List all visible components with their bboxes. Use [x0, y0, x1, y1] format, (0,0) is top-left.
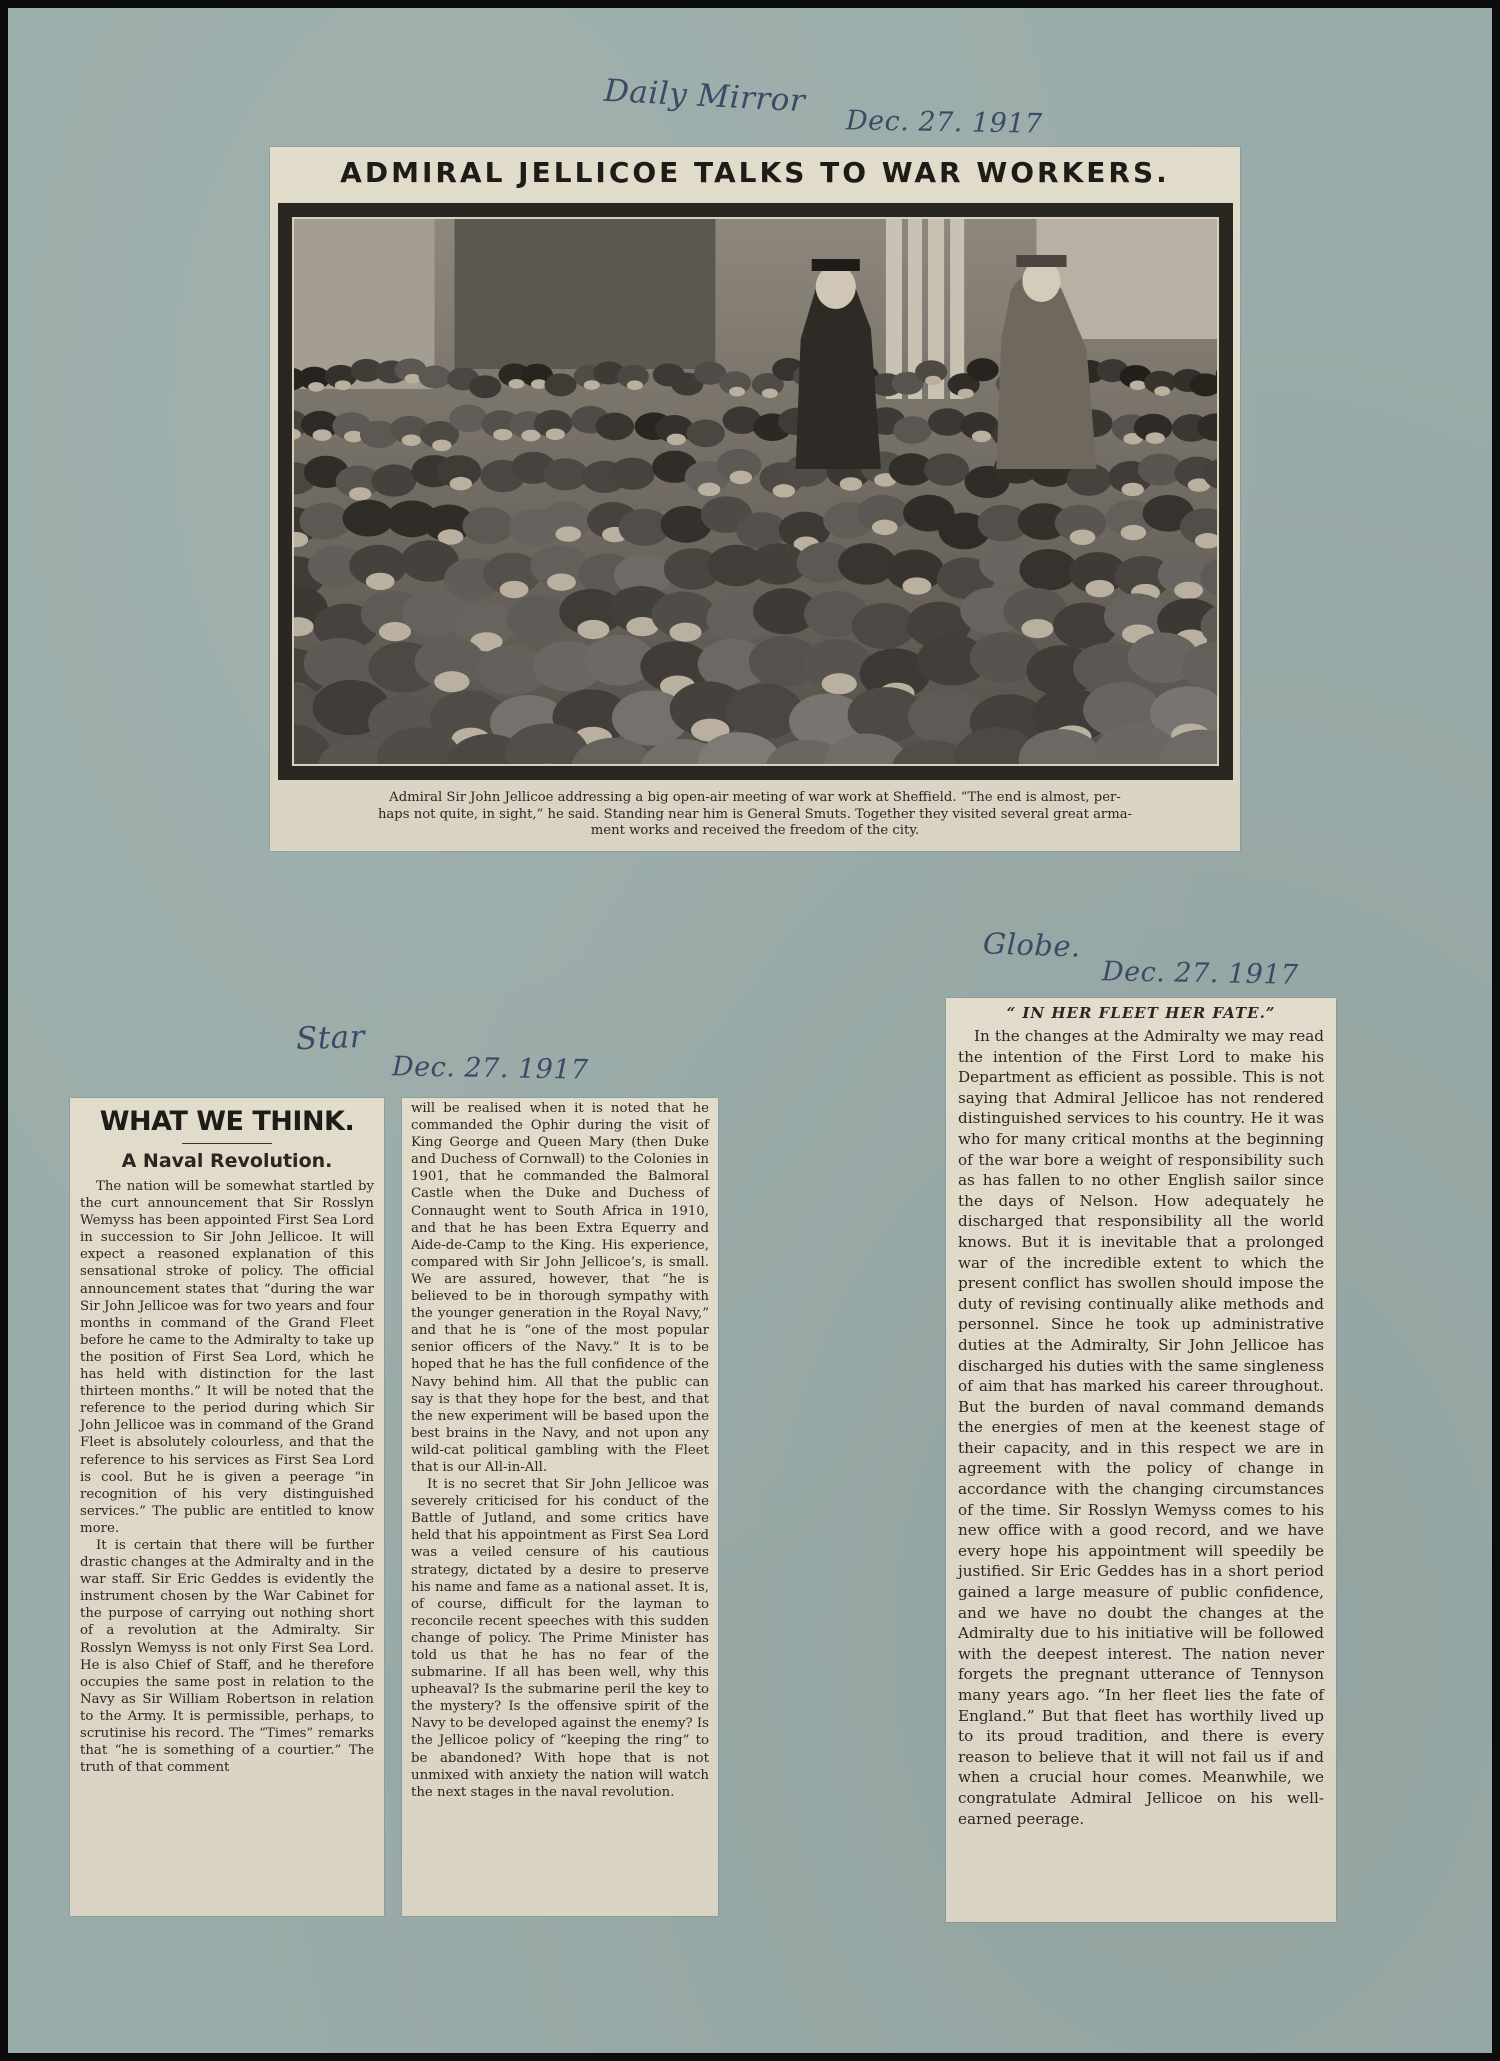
handwritten-star: Star — [295, 1018, 366, 1058]
star-clipping-col2 — [402, 1098, 718, 1916]
globe-title: “ IN HER FLEET HER FATE.” — [1006, 1004, 1276, 1022]
handwritten-globe-date: Dec. 27. 1917 — [1101, 956, 1299, 991]
handwritten-mirror-date: Dec. 27. 1917 — [845, 105, 1043, 140]
star-col2-paragraph-2: It is no secret that Sir John Jellicoe was severely criticised for his conduct of the Battle of Jutland, and some critics have held that his appointment as First Sea Lord was a veiled censure of his cautious strategy, dictated by a desire to preserve his name and fame as a national asset. It is, of course, difficult for the layman to reconcile recent speeches with this sudden change of policy. The Prime Minister has told us that he has no fear of the submarine. If all has been well, why this upheaval? Is the submarine peril the key to the mystery? Is the offensive spirit of the Navy to be developed against the enemy? Is the Jellicoe policy of “keeping the ring” to be abandoned? With hope that is not unmixed with anxiety the nation will watch the next stages in the naval revolution. — [411, 1477, 709, 1800]
caption-line-1: Admiral Sir John Jellicoe addressing a big open-air meeting of war work at Sheffield. “The end is almost, per- — [389, 790, 1121, 805]
crowd-photo — [292, 217, 1219, 766]
photo-frame — [278, 203, 1233, 780]
handwritten-star-date: Dec. 27. 1917 — [391, 1051, 589, 1086]
handwritten-globe: Globe. — [982, 926, 1082, 964]
handwritten-daily-mirror: Daily Mirror — [603, 72, 807, 120]
star-title: WHAT WE THINK. — [99, 1106, 355, 1137]
star-col1-paragraph-1: The nation will be somewhat startled by the curt announcement that Sir Rosslyn Wemyss has been appointed First Sea Lord in succession to Sir John Jellicoe. It will expect a reasoned explanation of this sensational stroke of policy. The official announcement states that “during the war Sir John Jellicoe was for two years and four months in command of the Grand Fleet before he came to the Admiralty to take up the position of First Sea Lord, which he has held with distinction for the last thirteen months.” It will be noted that the reference to the period during which Sir John Jellicoe was in command of the Grand Fleet is absolutely colourless, and that the reference to his services as First Sea Lord is cool. But he is given a peerage “in recognition of his very distinguished services.” The public are entitled to know more. — [80, 1179, 374, 1536]
album-page — [8, 8, 1492, 2053]
star-col1-paragraph-2: It is certain that there will be further drastic changes at the Admiralty and in the war staff. Sir Eric Geddes is evidently the instrument chosen by the War Cabinet for the purpose of carrying out nothing short of a revolution at the Admiralty. Sir Rosslyn Wemyss is not only First Sea Lord. He is also Chief of Staff, and he therefore occupies the same post in relation to the Navy as Sir William Robertson in relation to the Army. It is permissible, perhaps, to scrutinise his record. The “Times” remarks that “he is something of a courtier.” The truth of that comment — [80, 1537, 374, 1776]
mirror-caption — [276, 790, 1234, 840]
globe-body: In the changes at the Admiralty we may read the intention of the First Lord to make his Department as efficient as possible. This is not saying that Admiral Jellicoe has not rendered distinguished services to his country. He it was who for many critical months at the beginning of the war bore a weight of responsibility such as has fallen to no other English sailor since the days of Nelson. How adequately he discharged that responsibility all the world knows. But it is inevitable that a prolonged war of the incredible extent to which the present conflict has swollen should impose the duty of revising continually alike methods and personnel. Since he took up administrative duties at the Admiralty, Sir John Jellicoe has discharged his duties with the same singleness of aim that has marked his career throughout. But the burden of naval command demands the energies of men at the keenest stage of their capacity, and in this respect we are in agreement with the policy of change in accordance with the changing circumstances of the time. Sir Rosslyn Wemyss comes to his new office with a good record, and we have every hope his appointment will speedily be justified. Sir Eric Geddes has in a short period gained a large measure of public confidence, and we have no doubt the changes at the Admiralty due to his initiative will be followed with the deepest interest. The nation never forgets the pregnant utterance of Tennyson many years ago. “In her fleet lies the fate of England.” But that fleet has worthily lived up to its proud tradition, and there is every reason to believe that it will not fail us if and when a crucial hour comes. Meanwhile, we congratulate Admiral Jellicoe on his well-earned peerage. — [958, 1027, 1324, 1828]
caption-line-2: haps not quite, in sight,” he said. Standing near him is General Smuts. Together they visited several great arma- — [377, 806, 1133, 822]
star-title-rule — [182, 1143, 272, 1144]
star-col2-paragraph-1: will be realised when it is noted that he commanded the Ophir during the visit of King George and Queen Mary (then Duke and Duchess of Cornwall) to the Colonies in 1901, that he commanded the Balmoral Castle when the Duke and Duchess of Connaught went to South Africa in 1910, and that he has been Extra Equerry and Aide-de-Camp to the King. His experience, compared with Sir John Jellicoe’s, is small. We are assured, however, that “he is believed to be in thorough sympathy with the younger generation in the Royal Navy,” and that he is “one of the most popular senior officers of the Navy.” It is to be hoped that he has the full confidence of the Navy behind him. All that the public can say is that they hope for the best, and that the new experiment will be based upon the best brains in the Navy, and not upon any wild-cat political gambling with the Fleet that is our All-in-All. — [411, 1101, 709, 1475]
mirror-headline: ADMIRAL JELLICOE TALKS TO WAR WORKERS. — [340, 156, 1170, 189]
globe-clipping — [946, 998, 1336, 1922]
caption-line-3: ment works and received the freedom of the city. — [590, 823, 920, 838]
star-subtitle: A Naval Revolution. — [121, 1150, 333, 1172]
star-clipping-col1 — [70, 1098, 384, 1916]
